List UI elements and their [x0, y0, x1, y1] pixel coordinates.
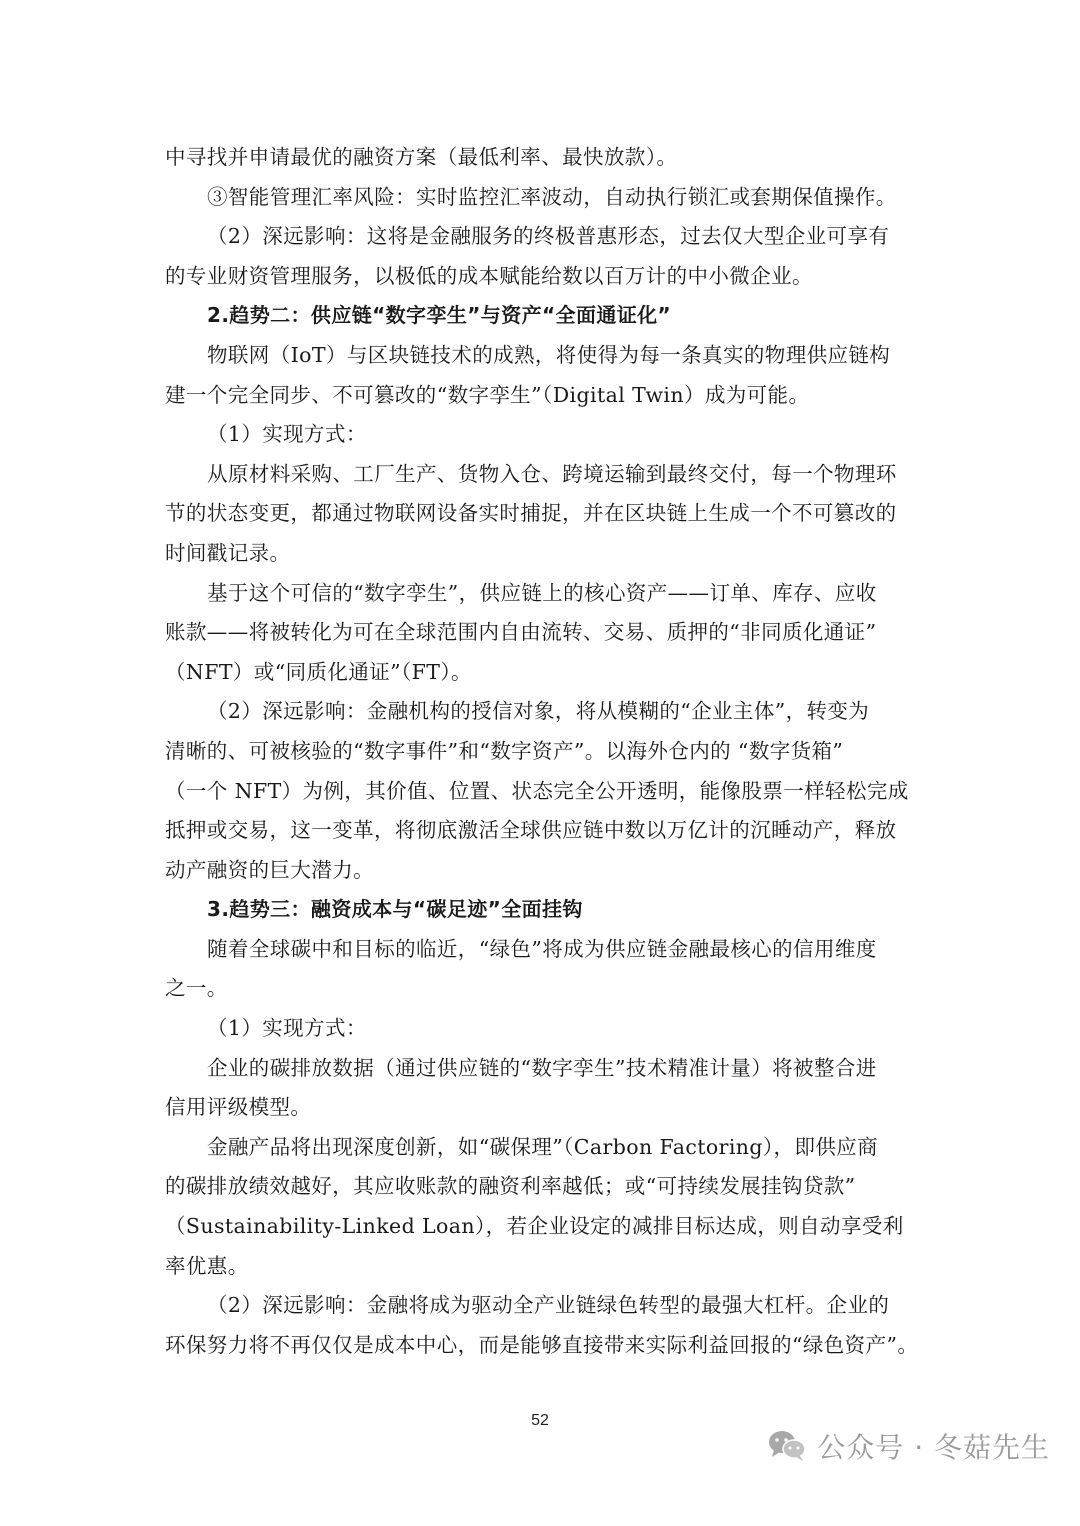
document-body: [165, 138, 917, 1365]
body-line: 的碳排放绩效越好，其应收账款的融资利率越低；或“可持续发展挂钩贷款”: [165, 1174, 856, 1199]
list-item: ③智能管理汇率风险：实时监控汇率波动，自动执行锁汇或套期保值操作。: [207, 184, 897, 209]
paragraph-start: 基于这个可信的“数字孪生”，供应链上的核心资产——订单、库存、应收: [207, 580, 877, 605]
body-line: 建一个完全同步、不可篡改的“数字孪生”（Digital Twin）成为可能。: [165, 382, 810, 407]
body-line: 节的状态变更，都通过物联网设备实时捕捉，并在区块链上生成一个不可篡改的: [165, 501, 897, 526]
paragraph-start: 企业的碳排放数据（通过供应链的“数字孪生”技术精准计量）将被整合进: [207, 1055, 877, 1080]
watermark: [767, 1426, 1050, 1466]
watermark-text: 公众号 · 冬菇先生: [817, 1431, 1050, 1464]
subheading: （1）实现方式：: [207, 422, 367, 447]
body-line: （NFT）或“同质化通证”（FT）。: [165, 659, 472, 684]
body-line: 之一。: [165, 976, 228, 1001]
body-line: 中寻找并申请最优的融资方案（最低利率、最快放款）。: [165, 145, 678, 169]
paragraph-start: 从原材料采购、工厂生产、货物入仓、跨境运输到最终交付，每一个物理环: [207, 461, 897, 486]
body-line: 抵押或交易，这一变革，将彻底激活全球供应链中数以万亿计的沉睡动产，释放: [165, 818, 897, 843]
paragraph-start: （2）深远影响：金融将成为驱动全产业链绿色转型的最强大杠杆。企业的: [207, 1293, 890, 1318]
section-heading: 3.趋势三：融资成本与“碳足迹”全面挂钩: [207, 897, 583, 922]
paragraph-start: 金融产品将出现深度创新，如“碳保理”（Carbon Factoring），即供应商: [207, 1134, 879, 1159]
wechat-icon: [767, 1429, 807, 1463]
paragraph-start: 随着全球碳中和目标的临近，“绿色”将成为供应链金融最核心的信用维度: [207, 936, 877, 961]
page-number: 52: [531, 1412, 549, 1429]
body-line: 信用评级模型。: [165, 1095, 312, 1120]
body-line: 清晰的、可被核验的“数字事件”和“数字资产”。以海外仓内的 “数字货箱”: [165, 738, 844, 763]
body-line: （Sustainability-Linked Loan），若企业设定的减排目标达成，则自动享受利: [165, 1214, 904, 1239]
body-line: 环保努力将不再仅仅是成本中心，而是能够直接带来实际利益回报的“绿色资产”。: [165, 1332, 919, 1357]
body-line: 率优惠。: [165, 1253, 249, 1278]
paragraph-start: （2）深远影响：金融机构的授信对象，将从模糊的“企业主体”，转变为: [207, 699, 870, 724]
body-line: 动产融资的巨大潜力。: [165, 857, 374, 882]
paragraph-start: （2）深远影响：这将是金融服务的终极普惠形态，过去仅大型企业可享有: [207, 224, 890, 249]
body-line: （一个 NFT）为例，其价值、位置、状态完全公开透明，能像股票一样轻松完成: [165, 778, 909, 803]
body-line: 的专业财资管理服务，以极低的成本赋能给数以百万计的中小微企业。: [165, 263, 813, 288]
subheading: （1）实现方式：: [207, 1016, 367, 1041]
section-heading: 2.趋势二：供应链“数字孪生”与资产“全面通证化”: [207, 303, 672, 328]
body-line: 时间戳记录。: [165, 540, 291, 565]
paragraph-start: 物联网（IoT）与区块链技术的成熟，将使得为每一条真实的物理供应链构: [207, 342, 891, 367]
body-line: 账款——将被转化为可在全球范围内自由流转、交易、质押的“非同质化通证”: [165, 620, 877, 645]
